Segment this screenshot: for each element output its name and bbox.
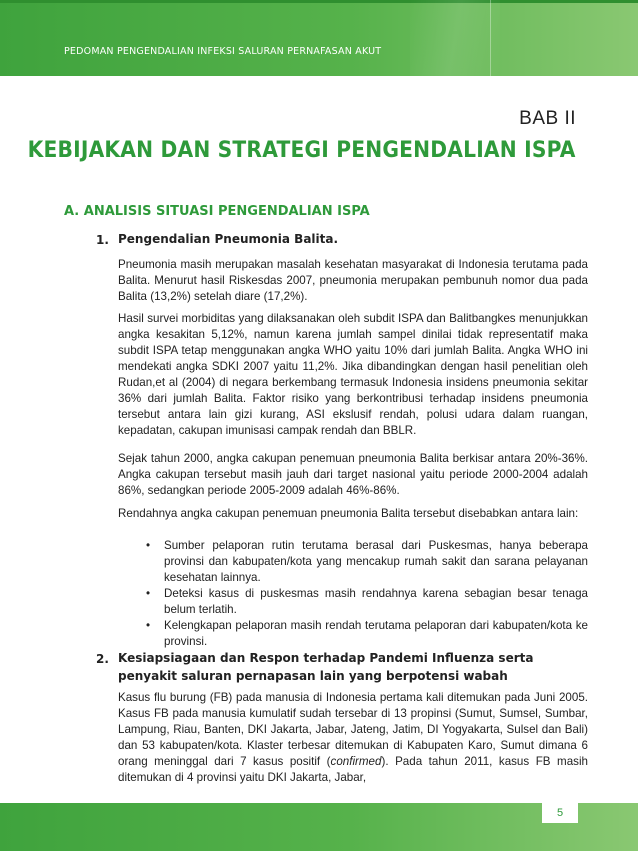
header-decoration — [410, 0, 500, 76]
bullet-icon: • — [146, 539, 151, 552]
chapter-title: KEBIJAKAN DAN STRATEGI PENGENDALIAN ISPA — [28, 138, 576, 163]
header-top-stripe — [0, 0, 638, 3]
paragraph: Pneumonia masih merupakan masalah kesehatan masyarakat di Indonesia terutama pada Balita. Menurut hasil Riskesdas 2007, pneumonia merupakan pembunuh nomor dua pada Balita (13,2%) setelah diare (17,2%). — [118, 258, 588, 303]
running-title: PEDOMAN PENGENDALIAN INFEKSI SALURAN PERNAFASAN AKUT — [64, 46, 382, 57]
bullet-text: Sumber pelaporan rutin terutama berasal dari Puskesmas, hanya beberapa provinsi dan kabupaten/kota yang mencakup rumah sakit dan sarana pelayanan kesehatan lainnya. — [164, 539, 588, 584]
bullet-text: Kelengkapan pelaporan masih rendah terutama pelaporan dari kabupaten/kota ke provinsi. — [164, 619, 588, 648]
bullet-text: Deteksi kasus di puskesmas masih rendahnya karena sebagian besar tenaga belum terlatih. — [164, 587, 588, 616]
header-band — [0, 0, 638, 76]
section-heading: A. ANALISIS SITUASI PENGENDALIAN ISPA — [64, 204, 370, 219]
bullet-list-item — [146, 538, 588, 586]
subsection-1-title: Pengendalian Pneumonia Balita. — [118, 232, 339, 246]
paragraph-text: Kasus flu burung (FB) pada manusia di Indonesia pertama kali ditemukan pada Juni 2005. Kasus FB pada manusia kumulatif sudah tersebar di 13 propinsi (Sumut, Sumsel, Sumbar, Lampung, Riau, Banten, DKI Jakarta, Jabar, Jateng, Jatim, DI Yogyakarta, Sulsel dan Bali) dan 53 kabupaten/kota. Klaster terbesar ditemukan di Kabupaten Karo, Sumut dimana 6 orang meninggal dari 7 kasus positif ( — [118, 691, 588, 768]
bullet-list-item — [146, 586, 588, 618]
paragraph: Rendahnya angka cakupan penemuan pneumonia Balita tersebut disebabkan antara lain: — [118, 507, 579, 520]
subsection-2-title: Kesiapsiagaan dan Respon terhadap Pandemi Influenza serta penyakit saluran pernapasan lain yang berpotensi wabah — [118, 651, 534, 683]
page-number: 5 — [542, 803, 578, 823]
bullet-icon: • — [146, 587, 151, 600]
paragraph — [118, 690, 588, 786]
subsection-1-number: 1. — [96, 233, 109, 247]
bullet-list-item — [146, 618, 588, 650]
paragraph: Sejak tahun 2000, angka cakupan penemuan pneumonia Balita berkisar antara 20%-36%. Angka cakupan tersebut masih jauh dari target nasional yaitu periode 2000-2004 adalah 86%, sedangkan periode 2005-2009 adalah 46%-86%. — [118, 452, 588, 497]
subsection-2-number: 2. — [96, 652, 109, 666]
paragraph-text: ). Pada tahun 2011, kasus FB masih ditemukan di 4 provinsi yaitu DKI Jakarta, Jabar, — [118, 755, 588, 784]
bullet-icon: • — [146, 619, 151, 632]
emphasis-text: confirmed — [330, 755, 382, 768]
paragraph: Hasil survei morbiditas yang dilaksanakan oleh subdit ISPA dan Balitbangkes menunjukkan angka kesakitan 5,12%, namun karena jumlah sampel dinilai tidak representatif maka subdit ISPA tetap menggunakan angka WHO yaitu 10% dari jumlah Balita. Angka WHO ini mendekati angka SDKI 2007 yaitu 11,2%. Jika dibandingkan dengan hasil penelitian oleh Rudan,et al (2004) di negara berkembang termasuk Indonesia insidens pneumonia sekitar 36% dari jumlah Balita. Faktor risiko yang berkontribusi terhadap insidens pneumonia tersebut antara lain gizi kurang, ASI ekslusif rendah, polusi udara dalam ruangan, kepadatan, cakupan imunisasi campak rendah dan BBLR. — [118, 312, 588, 437]
chapter-label: BAB II — [519, 108, 576, 129]
header-divider-line — [490, 0, 491, 76]
